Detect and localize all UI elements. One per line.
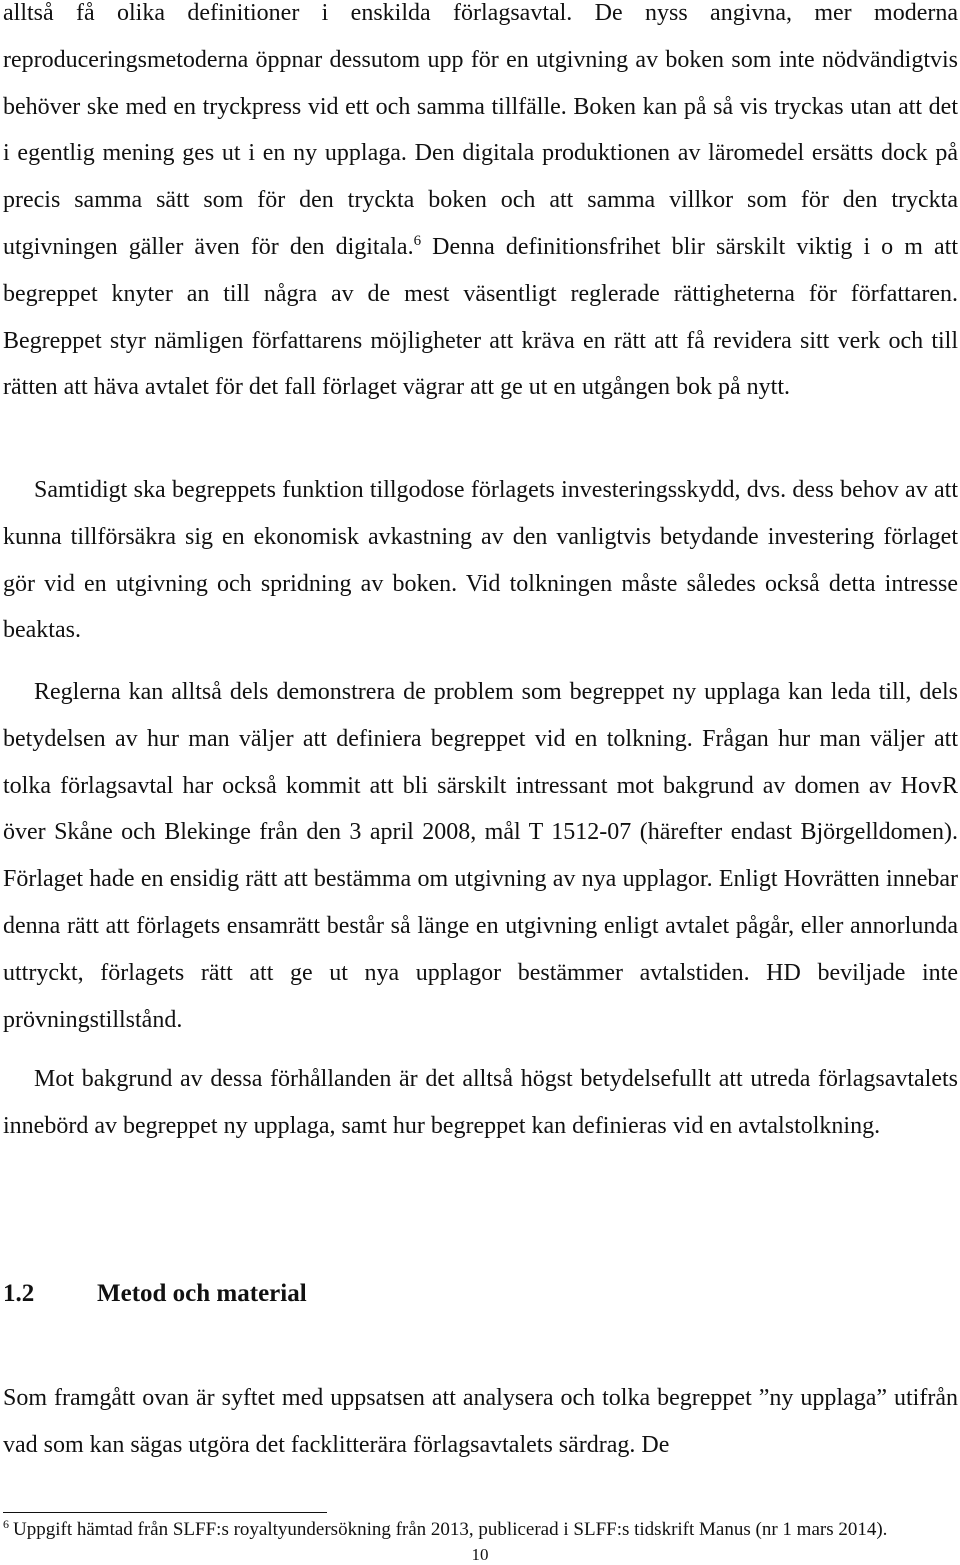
- body-paragraph-4: [3, 1056, 958, 1150]
- paragraph-text: Reglerna kan alltså dels demonstrera de problem som begreppet ny upplaga kan leda till, dels betydelsen av hur man väljer att definiera begreppet vid en tolkning. Frågan hur man väljer att tolka förlagsavtal har också kommit att bli särskilt intressant mot bakgrund av domen av HovR över Skåne och Blekinge från den 3 april 2008, mål T 1512-07 (härefter endast Björgelldomen). Förlaget hade en ensidig rätt att bestämma om utgivning av nya upplagor. Enligt Hovrätten innebar denna rätt att förlagets ensamrätt består så länge en utgivning enligt avtalet pågår, eller annorlunda uttryckt, förlagets rätt att ge ut nya upplagor bestämmer avtalstiden. HD beviljade inte prövningstillstånd.: [3, 679, 958, 1033]
- paragraph-text: Samtidigt ska begreppets funktion tillgodose förlagets investeringsskydd, dvs. dess behov av att kunna tillförsäkra sig en ekonomisk avkastning av den vanligtvis betydande investering förlaget gör vid en utgivning och spridning av boken. Vid tolkningen måste således också detta intresse beaktas.: [3, 477, 958, 644]
- footnote-mark: 6: [3, 1517, 9, 1531]
- footnote: [3, 1517, 958, 1543]
- section-number: 1.2: [3, 1280, 35, 1307]
- paragraph-text: Denna definitionsfrihet blir särskilt viktig i o m att begreppet knyter an till några av de mest väsentligt reglerade rättigheterna för författaren. Begreppet styr nämligen författarens möjligheter att kräva en rätt att få revidera sitt verk och till rätten att häva avtalet för det fall förlaget vägrar att ge ut en utgången bok på nytt.: [3, 233, 958, 401]
- paragraph-text: Mot bakgrund av dessa förhållanden är det alltså högst betydelsefullt att utreda förlagsavtalets innebörd av begreppet ny upplaga, samt hur begreppet kan definieras vid en avtalstolkning.: [3, 1066, 958, 1139]
- page-number: 10: [471, 1545, 489, 1564]
- paragraph-text: alltså få olika definitioner i enskilda förlagsavtal. De nyss angivna, mer moderna reproduceringsmetoderna öppnar dessutom upp för en utgivning av boken som inte nödvändigtvis behöver ske med en tryckpress vid ett och samma tillfälle. Boken kan på så vis tryckas utan att det i egentlig mening ges ut i en ny upplaga. Den digitala produktionen av läromedel ersätts dock på precis samma sätt som för den tryckta boken och att samma villkor som för den tryckta utgivningen gäller även för den digitala.: [3, 0, 958, 260]
- body-paragraph-5: [3, 1375, 958, 1469]
- paragraph-text: Som framgått ovan är syftet med uppsatsen att analysera och tolka begreppet ”ny upplaga” utifrån vad som kan sägas utgöra det facklitterära förlagsavtalets särdrag. De: [3, 1385, 958, 1458]
- footnote-text: Uppgift hämtad från SLFF:s royaltyundersökning från 2013, publicerad i SLFF:s tidskrift Manus (nr 1 mars 2014).: [13, 1519, 888, 1540]
- section-title: Metod och material: [97, 1280, 307, 1307]
- body-paragraph-2: [3, 467, 958, 654]
- section-heading: [3, 1276, 307, 1312]
- body-paragraph-1: [3, 0, 958, 411]
- body-paragraph-3: [3, 669, 958, 1043]
- footnote-separator: [3, 1512, 327, 1513]
- footnote-reference[interactable]: 6: [413, 232, 422, 249]
